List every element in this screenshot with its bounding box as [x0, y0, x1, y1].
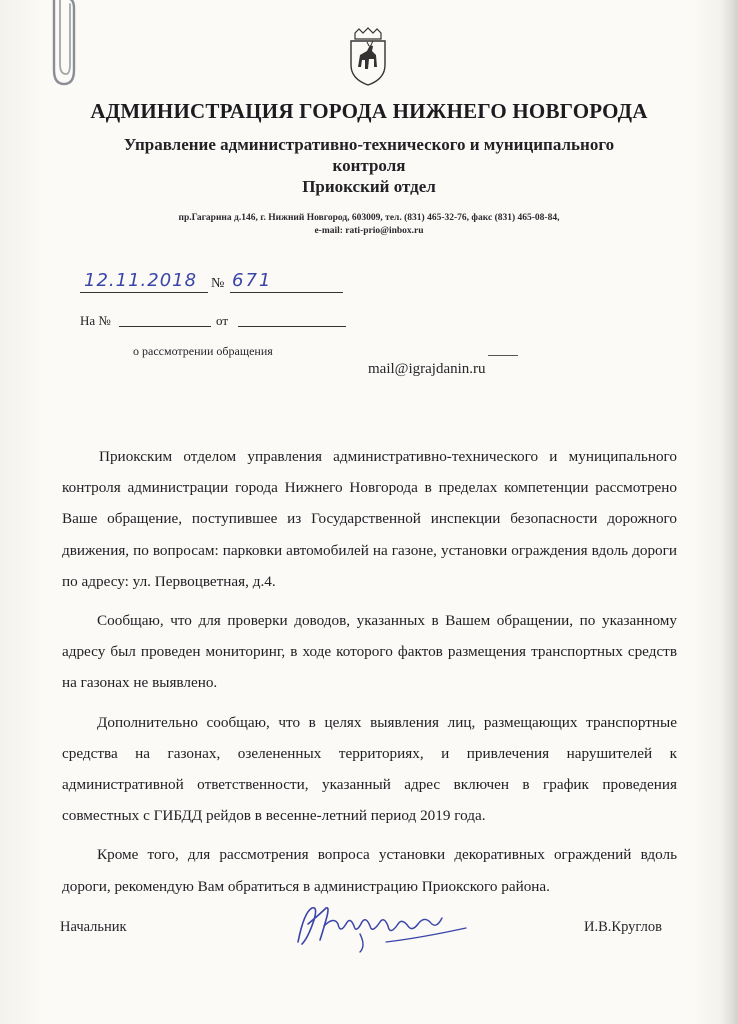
registration-line	[80, 270, 360, 296]
letter-body	[62, 441, 677, 910]
reference-line	[80, 313, 360, 333]
organization-title: АДМИНИСТРАЦИЯ ГОРОДА НИЖНЕГО НОВГОРОДА	[90, 99, 648, 123]
address-line-1: пр.Гагарина д.146, г. Нижний Новгород, 603009, тел. (831) 465-32-76, факс (831) 465-08-84,	[178, 213, 560, 223]
department-heading	[60, 134, 678, 197]
signatory-title: Начальник	[60, 919, 127, 935]
number-label: №	[211, 276, 225, 291]
body-paragraph-4: Кроме того, для рассмотрения вопроса установки декоративных ограждений вдоль дороги, рекомендую Вам обратиться в администрацию Приокского района.	[62, 846, 677, 895]
signatory-name: И.В.Круглов	[584, 919, 662, 935]
body-paragraph-3: Дополнительно сообщаю, что в целях выявления лиц, размещающих транспортные средства на газонах, озелененных территориях, и привлечения нарушителей к административной ответственности, указанный адрес включен в график проведения совместных с ГИБДД рейдов в весенне-летний период 2019 года.	[62, 713, 677, 825]
recipient-mark	[488, 355, 518, 356]
department-line-1: Управление административно-технического и муниципального	[123, 135, 615, 154]
reference-number-blank	[119, 326, 211, 327]
registration-date: 12.11.2018	[84, 270, 198, 291]
body-paragraph-1: Приокским отделом управления административно-технического и муниципального контроля администрации города Нижнего Новгорода в пределах компетенции рассмотрено Ваше обращение, поступившее из Государственной инспекции безопасности дорожного движения, по вопросам: парковки автомобилей на газоне, установки ограждения вдоль дороги по адресу: ул. Первоцветная, д.4.	[62, 448, 677, 590]
number-underline	[230, 292, 343, 293]
body-paragraph-2: Сообщаю, что для проверки доводов, указанных в Вашем обращении, по указанному адресу был проведен мониторинг, в ходе которого фактов размещения транспортных средств на газонах не выявлено.	[62, 612, 677, 692]
handwritten-signature	[290, 894, 480, 954]
letter-subject: о рассмотрении обращения	[133, 344, 273, 358]
department-line-3: Приокский отдел	[302, 177, 436, 196]
address-line-2: e-mail: rati-prio@inbox.ru	[314, 226, 424, 236]
recipient-email: mail@igrajdanin.ru	[368, 361, 486, 377]
contact-address	[60, 212, 678, 238]
registration-number: 671	[232, 270, 273, 291]
reference-date-blank	[238, 326, 346, 327]
page-edge-shadow	[720, 0, 738, 1024]
city-coat-of-arms-icon	[345, 27, 391, 87]
date-underline	[80, 292, 208, 293]
reference-number-label: На №	[80, 313, 111, 328]
reference-from-label: от	[216, 313, 229, 328]
department-line-2: контроля	[332, 156, 406, 175]
paperclip-icon	[40, 0, 84, 90]
